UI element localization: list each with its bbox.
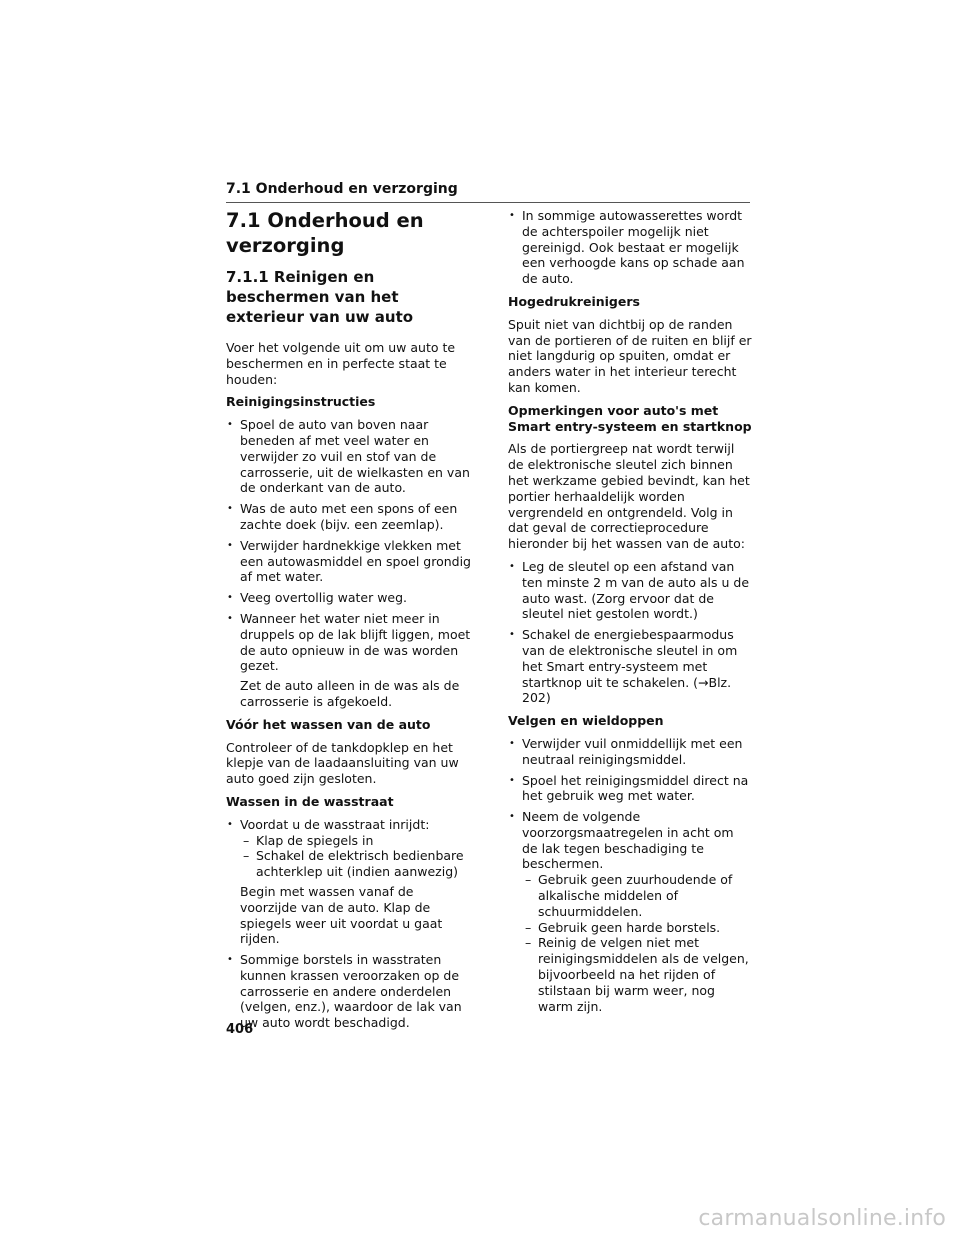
- list-item-text: Neem de volgende voorzorgsmaatregelen in acht om de lak tegen beschadiging te beschermen.: [522, 809, 734, 872]
- sub-list-item: – Klap de spiegels in: [240, 833, 471, 849]
- section-heading: 7.1.1 Reinigen en beschermen van het exterieur van uw auto: [226, 268, 414, 326]
- sub-list-item: – Gebruik geen harde borstels.: [522, 920, 753, 936]
- list-item: • In sommige autowasserettes wordt de achterspoiler mogelijk niet gereinigd. Ook bestaat er mogelijk een verhoogde kans op schade aan de auto.: [508, 208, 753, 287]
- sub-list: [522, 872, 753, 1014]
- list-item-note: Begin met wassen vanaf de voorzijde van de auto. Klap de spiegels weer uit voordat u gaat rijden.: [240, 883, 443, 947]
- car-wash-list-continued: [508, 208, 753, 287]
- list-item-text: Voordat u de wasstraat inrijdt:: [240, 816, 430, 832]
- list-item: [226, 611, 471, 710]
- smart-entry-list: [508, 559, 753, 706]
- running-header: 7.1 Onderhoud en verzorging: [226, 180, 750, 203]
- list-item: • Sommige borstels in wasstraten kunnen krassen veroorzaken op de carrosserie en andere onderdelen (velgen, enz.), waardoor de lak van uw auto wordt beschadigd.: [226, 952, 471, 1031]
- rims-heading: Velgen en wieldoppen: [508, 713, 664, 729]
- smart-entry-paragraph: Als de portiergreep nat wordt terwijl de elektronische sleutel zich binnen het werkzame gebied bevindt, kan het portier herhaaldelijk worden vergrendeld en ontgrendeld. Volg in dat geval de correctieprocedure hieronder bij het wassen van de auto:: [508, 441, 750, 552]
- list-item: • Schakel de energiebespaarmodus van de elektronische sleutel in om het Smart entry-systeem met startknop uit te schakelen. (→Blz. 202): [508, 627, 753, 706]
- list-item: [226, 817, 471, 947]
- cleaning-instructions-list: [226, 417, 471, 710]
- sub-list-item: – Gebruik geen zuurhoudende of alkalische middelen of schuurmiddelen.: [522, 872, 753, 919]
- list-item: • Spoel de auto van boven naar beneden af met veel water en verwijder zo vuil en stof van de carrosserie, uit de wielkasten en van de onderkant van de auto.: [226, 417, 471, 496]
- watermark: carmanualsonline.info: [698, 1206, 946, 1231]
- right-column: [508, 208, 753, 1021]
- before-washing-heading: Vóór het wassen van de auto: [226, 716, 431, 732]
- before-washing-paragraph: Controleer of de tankdopklep en het klepje van de laadaansluiting van uw auto goed zijn gesloten.: [226, 739, 459, 787]
- list-item: [508, 809, 753, 1014]
- chapter-heading: 7.1 Onderhoud en verzorging: [226, 209, 424, 257]
- list-item: • Verwijder vuil onmiddellijk met een neutraal reinigingsmiddel.: [508, 736, 753, 768]
- car-wash-heading: Wassen in de wasstraat: [226, 793, 394, 809]
- list-item: • Was de auto met een spons of een zachte doek (bijv. een zeemlap).: [226, 501, 471, 533]
- left-column: [226, 208, 471, 1038]
- high-pressure-paragraph: Spuit niet van dichtbij op de randen van de portieren of de ruiten en blijf er niet langdurig op spuiten, omdat er anders water in het interieur terecht kan komen.: [508, 316, 752, 395]
- sub-list: [240, 833, 471, 880]
- list-item-note: Zet de auto alleen in de was als de carrosserie is afgekoeld.: [240, 678, 460, 709]
- list-item: • Verwijder hardnekkige vlekken met een autowasmiddel en spoel grondig af met water.: [226, 538, 471, 585]
- smart-entry-heading: Opmerkingen voor auto's met Smart entry-systeem en startknop: [508, 402, 752, 434]
- high-pressure-heading: Hogedrukreinigers: [508, 293, 640, 309]
- list-item: • Spoel het reinigingsmiddel direct na het gebruik weg met water.: [508, 773, 753, 805]
- list-item: • Veeg overtollig water weg.: [226, 590, 471, 606]
- list-item: • Leg de sleutel op een afstand van ten minste 2 m van de auto als u de auto wast. (Zorg ervoor dat de sleutel niet gestolen wordt.): [508, 559, 753, 622]
- page-number: 406: [226, 1022, 254, 1037]
- list-item-text: Wanneer het water niet meer in druppels op de lak blijft liggen, moet de auto opnieuw in de was worden gezet.: [240, 610, 471, 674]
- car-wash-list: [226, 817, 471, 1031]
- sub-list-item: – Schakel de elektrisch bedienbare achterklep uit (indien aanwezig): [240, 848, 471, 880]
- intro-paragraph: Voer het volgende uit om uw auto te beschermen en in perfecte staat te houden:: [226, 340, 456, 387]
- sub-list-item: – Reinig de velgen niet met reinigingsmiddelen als de velgen, bijvoorbeeld na het rijden of stilstaan bij warm weer, nog warm zijn.: [522, 935, 753, 1014]
- rims-list: [508, 736, 753, 1015]
- cleaning-instructions-heading: Reinigingsinstructies: [226, 394, 376, 410]
